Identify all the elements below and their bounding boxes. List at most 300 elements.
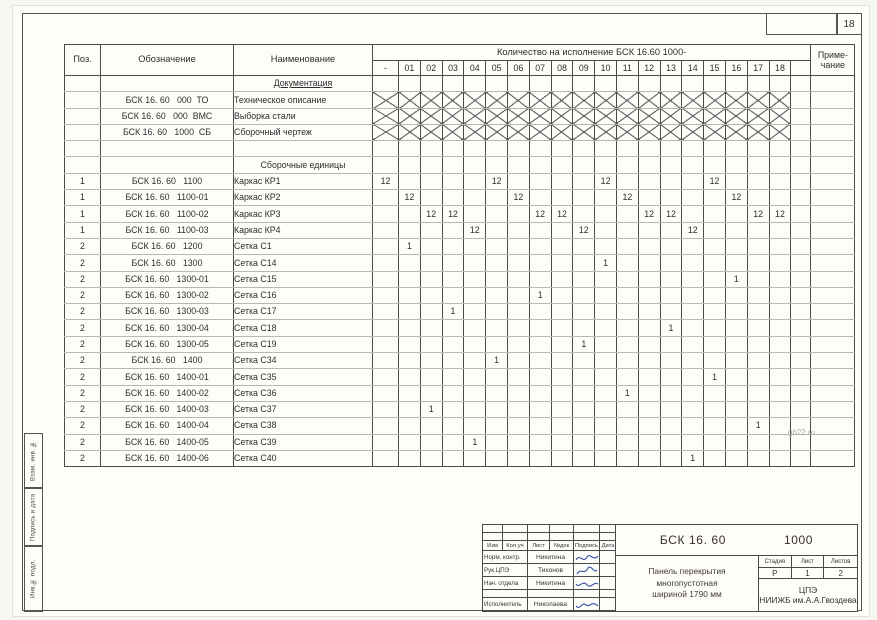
sign-date-cell xyxy=(600,577,616,590)
cell-qty xyxy=(660,92,682,108)
cell-qty xyxy=(682,434,704,450)
cell-qty xyxy=(507,304,529,320)
cell-qty xyxy=(486,238,508,254)
cell-qty xyxy=(507,222,529,238)
cell-qty xyxy=(529,336,551,352)
cell-qty xyxy=(725,76,747,92)
cell-qty xyxy=(682,108,704,124)
cell-qty xyxy=(638,108,660,124)
cell-qty xyxy=(464,108,486,124)
sheet-header: Лист xyxy=(792,556,825,568)
cell-qty xyxy=(616,450,638,466)
cell-qty xyxy=(486,287,508,303)
cell-qty xyxy=(420,108,442,124)
cell-qty xyxy=(704,450,726,466)
cell-qty xyxy=(420,238,442,254)
cell-qty xyxy=(573,173,595,189)
cell-qty xyxy=(682,173,704,189)
cell-qty xyxy=(638,124,660,140)
cell-qty xyxy=(616,173,638,189)
cell-qty xyxy=(616,157,638,173)
qty-col-header: 06 xyxy=(507,61,529,76)
cell-qty xyxy=(420,287,442,303)
cell-qty xyxy=(725,173,747,189)
table-row xyxy=(65,157,855,173)
cell-qty xyxy=(660,141,682,157)
cell-qty xyxy=(660,353,682,369)
cell-qty: 12 xyxy=(486,173,508,189)
cell-name: Сетка С37 xyxy=(234,401,373,417)
rev-empty-cell xyxy=(600,525,616,533)
cell-note xyxy=(811,434,855,450)
margin-label-podpis-data: Подпись и дата xyxy=(24,487,43,547)
cell-qty xyxy=(769,385,791,401)
cell-qty xyxy=(464,206,486,222)
cell-qty xyxy=(529,222,551,238)
cell-qty: 1 xyxy=(399,238,421,254)
stage-value: Р xyxy=(759,568,792,579)
cell-qty xyxy=(725,238,747,254)
table-row xyxy=(65,304,855,320)
cell-qty xyxy=(595,369,617,385)
cell-qty xyxy=(638,287,660,303)
cell-name xyxy=(234,141,373,157)
cell-qty xyxy=(551,222,573,238)
cell-qty xyxy=(399,157,421,173)
cell-designation: БСК 16. 60 1300-02 xyxy=(101,287,234,303)
cell-qty xyxy=(529,108,551,124)
table-row xyxy=(65,336,855,352)
cell-name: Сетка С14 xyxy=(234,255,373,271)
table-row xyxy=(65,222,855,238)
cell-qty xyxy=(704,353,726,369)
cell-extra xyxy=(791,206,811,222)
cell-qty xyxy=(507,206,529,222)
qty-col-header: 13 xyxy=(660,61,682,76)
qty-col-header: 11 xyxy=(616,61,638,76)
cell-qty xyxy=(660,76,682,92)
header-pos: Поз. xyxy=(65,45,101,76)
cell-qty xyxy=(442,369,464,385)
cell-qty xyxy=(507,108,529,124)
drawing-title-line3: шириной 1790 мм xyxy=(652,589,722,600)
cell-qty xyxy=(420,418,442,434)
cell-qty xyxy=(682,287,704,303)
cell-name: Сетка С19 xyxy=(234,336,373,352)
cell-designation: БСК 16. 60 1300-03 xyxy=(101,304,234,320)
cell-qty xyxy=(638,385,660,401)
cell-extra xyxy=(791,450,811,466)
cell-qty xyxy=(399,385,421,401)
qty-col-header: 14 xyxy=(682,61,704,76)
cell-qty xyxy=(704,124,726,140)
cell-note xyxy=(811,108,855,124)
cell-qty xyxy=(373,385,399,401)
table-row xyxy=(65,418,855,434)
cell-qty xyxy=(616,369,638,385)
cell-pos xyxy=(65,141,101,157)
cell-pos xyxy=(65,108,101,124)
cell-qty xyxy=(595,157,617,173)
cell-qty xyxy=(373,353,399,369)
cell-qty xyxy=(420,336,442,352)
cell-qty xyxy=(507,369,529,385)
cell-qty xyxy=(486,434,508,450)
cell-qty xyxy=(420,173,442,189)
cell-name: Техническое описание xyxy=(234,92,373,108)
margin-label-vzam-inv: Взам. инв. № xyxy=(24,433,43,489)
cell-qty xyxy=(442,336,464,352)
cell-qty xyxy=(551,108,573,124)
cell-qty xyxy=(725,124,747,140)
cell-qty xyxy=(464,124,486,140)
cell-qty xyxy=(595,271,617,287)
cell-qty xyxy=(486,304,508,320)
cell-qty xyxy=(682,418,704,434)
cell-qty xyxy=(529,124,551,140)
cell-qty xyxy=(442,287,464,303)
cell-qty xyxy=(660,450,682,466)
table-row xyxy=(65,141,855,157)
cell-name: Сетка С34 xyxy=(234,353,373,369)
organization xyxy=(759,579,857,611)
cell-qty xyxy=(616,418,638,434)
cell-qty xyxy=(399,287,421,303)
cell-qty xyxy=(595,336,617,352)
cell-qty xyxy=(704,287,726,303)
cell-qty xyxy=(660,190,682,206)
cell-qty: 12 xyxy=(551,206,573,222)
cell-extra xyxy=(791,353,811,369)
cell-qty xyxy=(595,418,617,434)
sign-role: Норм. контр. xyxy=(483,551,528,564)
cell-qty xyxy=(725,385,747,401)
cell-qty xyxy=(747,287,769,303)
rev-empty-cell xyxy=(574,533,600,541)
cell-qty: 12 xyxy=(682,222,704,238)
cell-extra xyxy=(791,92,811,108)
cell-pos: 1 xyxy=(65,206,101,222)
cell-qty: 12 xyxy=(507,190,529,206)
cell-qty xyxy=(704,92,726,108)
cell-qty xyxy=(616,434,638,450)
cell-qty xyxy=(486,190,508,206)
cell-qty xyxy=(573,450,595,466)
table-row xyxy=(65,173,855,189)
cell-qty xyxy=(373,255,399,271)
signature xyxy=(574,564,600,577)
cell-qty xyxy=(464,385,486,401)
cell-designation: БСК 16. 60 1100-03 xyxy=(101,222,234,238)
cell-note xyxy=(811,369,855,385)
cell-qty xyxy=(464,190,486,206)
cell-qty xyxy=(507,353,529,369)
cell-qty xyxy=(573,304,595,320)
cell-pos: 2 xyxy=(65,255,101,271)
cell-qty xyxy=(442,157,464,173)
qty-col-header: 05 xyxy=(486,61,508,76)
cell-qty xyxy=(747,222,769,238)
cell-qty xyxy=(486,450,508,466)
cell-designation: БСК 16. 60 1400-04 xyxy=(101,418,234,434)
cell-qty xyxy=(660,434,682,450)
qty-col-header: 10 xyxy=(595,61,617,76)
cell-name: Сетка С36 xyxy=(234,385,373,401)
cell-qty xyxy=(373,434,399,450)
cell-qty xyxy=(704,418,726,434)
cell-qty xyxy=(769,238,791,254)
cell-qty xyxy=(573,238,595,254)
cell-qty xyxy=(464,336,486,352)
cell-qty xyxy=(638,76,660,92)
cell-qty xyxy=(682,401,704,417)
cell-qty xyxy=(616,336,638,352)
cell-qty xyxy=(595,76,617,92)
cell-qty xyxy=(464,271,486,287)
cell-name: Каркас КР1 xyxy=(234,173,373,189)
sheets-header: Листов xyxy=(824,556,857,568)
cell-qty xyxy=(551,385,573,401)
cell-qty xyxy=(704,336,726,352)
table-row xyxy=(65,255,855,271)
cell-qty xyxy=(747,271,769,287)
rev-empty-cell xyxy=(483,533,503,541)
cell-pos: 2 xyxy=(65,287,101,303)
cell-qty xyxy=(486,124,508,140)
cell-qty xyxy=(682,92,704,108)
cell-qty xyxy=(595,434,617,450)
cell-qty xyxy=(595,92,617,108)
organization-line1: ЦПЭ xyxy=(798,584,818,595)
sign-name: Никитина xyxy=(528,551,574,564)
margin-label-inv-podl: Инв.№ подл. xyxy=(24,545,43,612)
cell-qty xyxy=(464,304,486,320)
cell-qty xyxy=(486,157,508,173)
cell-pos: 2 xyxy=(65,401,101,417)
cell-qty xyxy=(529,304,551,320)
cell-qty xyxy=(616,92,638,108)
cell-qty xyxy=(464,173,486,189)
cell-qty xyxy=(682,255,704,271)
cell-note xyxy=(811,287,855,303)
cell-qty xyxy=(551,255,573,271)
cell-designation xyxy=(101,76,234,92)
cell-qty xyxy=(464,320,486,336)
cell-qty xyxy=(551,238,573,254)
cell-qty xyxy=(507,76,529,92)
cell-note xyxy=(811,206,855,222)
cell-qty xyxy=(682,238,704,254)
cell-qty xyxy=(551,401,573,417)
cell-qty xyxy=(747,385,769,401)
rev-empty-cell xyxy=(600,533,616,541)
signature xyxy=(574,551,600,564)
cell-qty xyxy=(551,92,573,108)
stage-table xyxy=(759,556,857,579)
specification-table xyxy=(64,44,855,467)
cell-qty xyxy=(573,141,595,157)
cell-qty xyxy=(551,418,573,434)
cell-qty xyxy=(551,434,573,450)
sign-date-cell xyxy=(600,598,616,611)
cell-qty xyxy=(638,353,660,369)
cell-qty xyxy=(507,320,529,336)
cell-pos: 2 xyxy=(65,369,101,385)
cell-name: Выборка стали xyxy=(234,108,373,124)
cell-extra xyxy=(791,124,811,140)
cell-qty xyxy=(551,190,573,206)
cell-qty xyxy=(551,141,573,157)
table-row xyxy=(65,401,855,417)
rev-empty-cell xyxy=(528,525,550,533)
cell-qty xyxy=(399,320,421,336)
cell-qty xyxy=(747,238,769,254)
cell-qty xyxy=(420,271,442,287)
qty-col-header: 15 xyxy=(704,61,726,76)
cell-qty xyxy=(682,304,704,320)
cell-qty xyxy=(638,271,660,287)
watermark: gb22.ru xyxy=(788,428,816,437)
cell-qty xyxy=(704,222,726,238)
cell-qty xyxy=(616,108,638,124)
cell-qty xyxy=(660,401,682,417)
cell-qty xyxy=(573,92,595,108)
cell-qty xyxy=(595,206,617,222)
cell-name: Сборочный чертеж xyxy=(234,124,373,140)
cell-qty xyxy=(486,108,508,124)
cell-extra xyxy=(791,287,811,303)
cell-designation: БСК 16. 60 1400-03 xyxy=(101,401,234,417)
sign-role: Рук.ЦПЭ xyxy=(483,564,528,577)
cell-qty xyxy=(725,401,747,417)
cell-qty xyxy=(704,401,726,417)
cell-qty xyxy=(420,222,442,238)
cell-extra xyxy=(791,401,811,417)
cell-qty xyxy=(595,304,617,320)
cell-designation: БСК 16. 60 1400-01 xyxy=(101,369,234,385)
cell-qty xyxy=(725,255,747,271)
cell-name: Каркас КР2 xyxy=(234,190,373,206)
cell-extra xyxy=(791,369,811,385)
cell-qty: 12 xyxy=(638,206,660,222)
cell-qty xyxy=(442,434,464,450)
cell-name: Сетка С40 xyxy=(234,450,373,466)
cell-qty xyxy=(486,385,508,401)
cell-qty xyxy=(725,434,747,450)
cell-qty xyxy=(420,369,442,385)
cell-designation: БСК 16. 60 1300-05 xyxy=(101,336,234,352)
table-row xyxy=(65,271,855,287)
table-row xyxy=(65,320,855,336)
rev-empty-cell xyxy=(503,525,528,533)
cell-qty xyxy=(638,369,660,385)
cell-qty xyxy=(373,206,399,222)
cell-qty: 12 xyxy=(464,222,486,238)
cell-note xyxy=(811,401,855,417)
cell-qty xyxy=(464,287,486,303)
cell-qty xyxy=(638,222,660,238)
cell-qty: 1 xyxy=(486,353,508,369)
cell-qty xyxy=(573,108,595,124)
cell-pos: 2 xyxy=(65,450,101,466)
cell-qty xyxy=(551,124,573,140)
cell-qty xyxy=(486,141,508,157)
cell-pos: 2 xyxy=(65,271,101,287)
cell-name: Документация xyxy=(234,76,373,92)
cell-qty xyxy=(551,450,573,466)
cell-qty xyxy=(769,255,791,271)
cell-qty: 12 xyxy=(373,173,399,189)
cell-qty xyxy=(682,369,704,385)
cell-qty xyxy=(529,173,551,189)
cell-qty xyxy=(704,157,726,173)
sign-role xyxy=(483,590,528,598)
cell-qty xyxy=(725,222,747,238)
cell-qty xyxy=(373,369,399,385)
cell-qty xyxy=(595,401,617,417)
cell-qty xyxy=(638,320,660,336)
sheet-value: 1 xyxy=(792,568,825,579)
cell-qty xyxy=(573,157,595,173)
cell-name: Сетка С38 xyxy=(234,418,373,434)
cell-note xyxy=(811,173,855,189)
cell-qty xyxy=(638,304,660,320)
sign-sig-cell xyxy=(574,590,600,598)
cell-qty xyxy=(638,173,660,189)
cell-qty: 1 xyxy=(529,287,551,303)
cell-qty: 1 xyxy=(747,418,769,434)
cell-qty xyxy=(638,92,660,108)
table-row xyxy=(65,124,855,140)
cell-qty xyxy=(507,271,529,287)
header-note xyxy=(811,45,855,76)
rev-header-data: Дата xyxy=(600,541,616,551)
cell-pos: 2 xyxy=(65,238,101,254)
cell-designation: БСК 16. 60 1100-01 xyxy=(101,190,234,206)
cell-qty xyxy=(420,255,442,271)
cell-qty xyxy=(507,124,529,140)
rev-header-podpis: Подпись xyxy=(574,541,600,551)
cell-qty xyxy=(747,304,769,320)
cell-name: Сетка С39 xyxy=(234,434,373,450)
cell-qty xyxy=(507,287,529,303)
cell-qty xyxy=(595,222,617,238)
cell-note xyxy=(811,76,855,92)
cell-qty xyxy=(616,238,638,254)
sign-name xyxy=(528,590,574,598)
revision-table xyxy=(483,525,616,611)
cell-qty xyxy=(747,434,769,450)
cell-qty xyxy=(551,369,573,385)
drawing-title xyxy=(616,556,759,611)
cell-qty xyxy=(660,369,682,385)
cell-qty xyxy=(529,434,551,450)
cell-qty xyxy=(399,271,421,287)
cell-qty xyxy=(529,157,551,173)
cell-qty xyxy=(399,255,421,271)
cell-note xyxy=(811,141,855,157)
qty-col-header: 03 xyxy=(442,61,464,76)
cell-qty xyxy=(507,157,529,173)
cell-qty xyxy=(725,450,747,466)
cell-note xyxy=(811,336,855,352)
sign-date-cell xyxy=(600,551,616,564)
cell-qty xyxy=(682,336,704,352)
cell-qty xyxy=(420,385,442,401)
cell-qty xyxy=(769,320,791,336)
cell-qty: 1 xyxy=(464,434,486,450)
cell-extra xyxy=(791,157,811,173)
